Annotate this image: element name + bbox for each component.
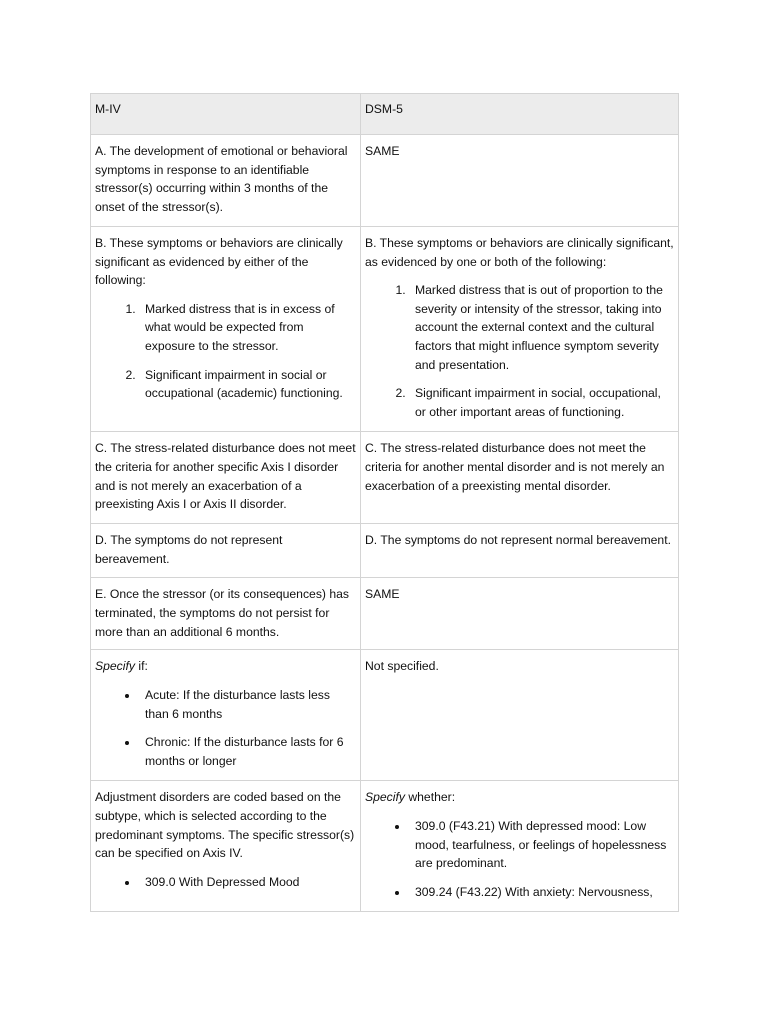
list-item: • 309.24 (F43.22) With anxiety: Nervousness, — [409, 883, 674, 902]
comparison-table — [90, 93, 679, 912]
specify-dsm-5 — [361, 650, 679, 781]
table-row — [91, 781, 679, 912]
specify-word: Specify — [95, 659, 135, 674]
cell-text: Adjustment disorders are coded based on the subtype, which is selected according to the predominant symptoms. The specific stressor(s) can be specified on Axis IV. — [95, 790, 355, 861]
criterion-b-m-iv — [91, 227, 361, 432]
coding-m-iv — [91, 781, 361, 912]
list-item: 1. Marked distress that is out of proportion to the severity or intensity of the stressor, taking into account the external context and the cultural factors that might influence symptom severity and presentation. — [409, 281, 674, 374]
cell-text: D. The symptoms do not represent bereavement. — [95, 533, 283, 566]
numbered-list — [95, 300, 356, 403]
cell-text: SAME — [365, 587, 400, 602]
criterion-c-dsm-5 — [361, 432, 679, 524]
specify-rest: if: — [134, 659, 148, 674]
bullet-list — [365, 817, 674, 901]
specify-m-iv — [91, 650, 361, 781]
cell-text: SAME — [365, 144, 400, 158]
criterion-c-m-iv — [91, 432, 361, 524]
criterion-d-dsm-5 — [361, 524, 679, 578]
header-cell-dsm-5: DSM-5 — [361, 94, 679, 135]
specify-word: Specify — [365, 790, 405, 805]
criterion-e-dsm-5 — [361, 578, 679, 650]
list-item: • Acute: If the disturbance lasts less than 6 months — [139, 686, 356, 723]
criterion-b-dsm-5 — [361, 227, 679, 432]
header-cell-m-iv: M-IV — [91, 94, 361, 135]
cell-text — [95, 657, 356, 676]
table-header-row — [91, 94, 679, 135]
table-row — [91, 578, 679, 650]
cell-text: B. These symptoms or behaviors are clinically significant, as evidenced by one or both of the following: — [365, 236, 674, 269]
coding-dsm-5 — [361, 781, 679, 912]
document-page — [90, 93, 678, 912]
numbered-list — [365, 281, 674, 421]
list-item: 1. Marked distress that is in excess of what would be expected from exposure to the stressor. — [139, 300, 356, 356]
table-row — [91, 432, 679, 524]
cell-text: A. The development of emotional or behavioral symptoms in response to an identifiable stressor(s) occurring within 3 months of the onset of the stressor(s). — [95, 144, 348, 214]
list-item: 2. Significant impairment in social, occupational, or other important areas of functioning. — [409, 384, 674, 421]
table-row — [91, 650, 679, 781]
table-row — [91, 135, 679, 227]
criterion-e-m-iv — [91, 578, 361, 650]
bullet-list — [95, 686, 356, 770]
list-item: • 309.0 With Depressed Mood — [139, 873, 356, 892]
cell-text: D. The symptoms do not represent normal bereavement. — [365, 533, 671, 548]
list-item: • Chronic: If the disturbance lasts for 6 months or longer — [139, 733, 356, 770]
table-row — [91, 227, 679, 432]
cell-text: B. These symptoms or behaviors are clinically significant as evidenced by either of the following: — [95, 236, 343, 288]
criterion-d-m-iv — [91, 524, 361, 578]
table-row — [91, 524, 679, 578]
criterion-a-m-iv — [91, 135, 361, 227]
cell-text: E. Once the stressor (or its consequences) has terminated, the symptoms do not persist for more than an additional 6 months. — [95, 587, 350, 639]
list-item: 2. Significant impairment in social or occupational (academic) functioning. — [139, 366, 356, 403]
cell-text: C. The stress-related disturbance does not meet the criteria for another mental disorder and is not merely an exacerbation of a preexisting mental disorder. — [365, 441, 665, 493]
specify-rest: whether: — [404, 790, 456, 805]
cell-text: Not specified. — [365, 659, 439, 674]
criterion-a-dsm-5 — [361, 135, 679, 227]
cell-text: C. The stress-related disturbance does not meet the criteria for another specific Axis I disorder and is not merely an exacerbation of a preexisting Axis I or Axis II disorder. — [95, 441, 356, 512]
list-item: • 309.0 (F43.21) With depressed mood: Low mood, tearfulness, or feelings of hopelessness are predominant. — [409, 817, 674, 873]
bullet-list — [95, 873, 356, 892]
cell-text — [365, 788, 674, 807]
